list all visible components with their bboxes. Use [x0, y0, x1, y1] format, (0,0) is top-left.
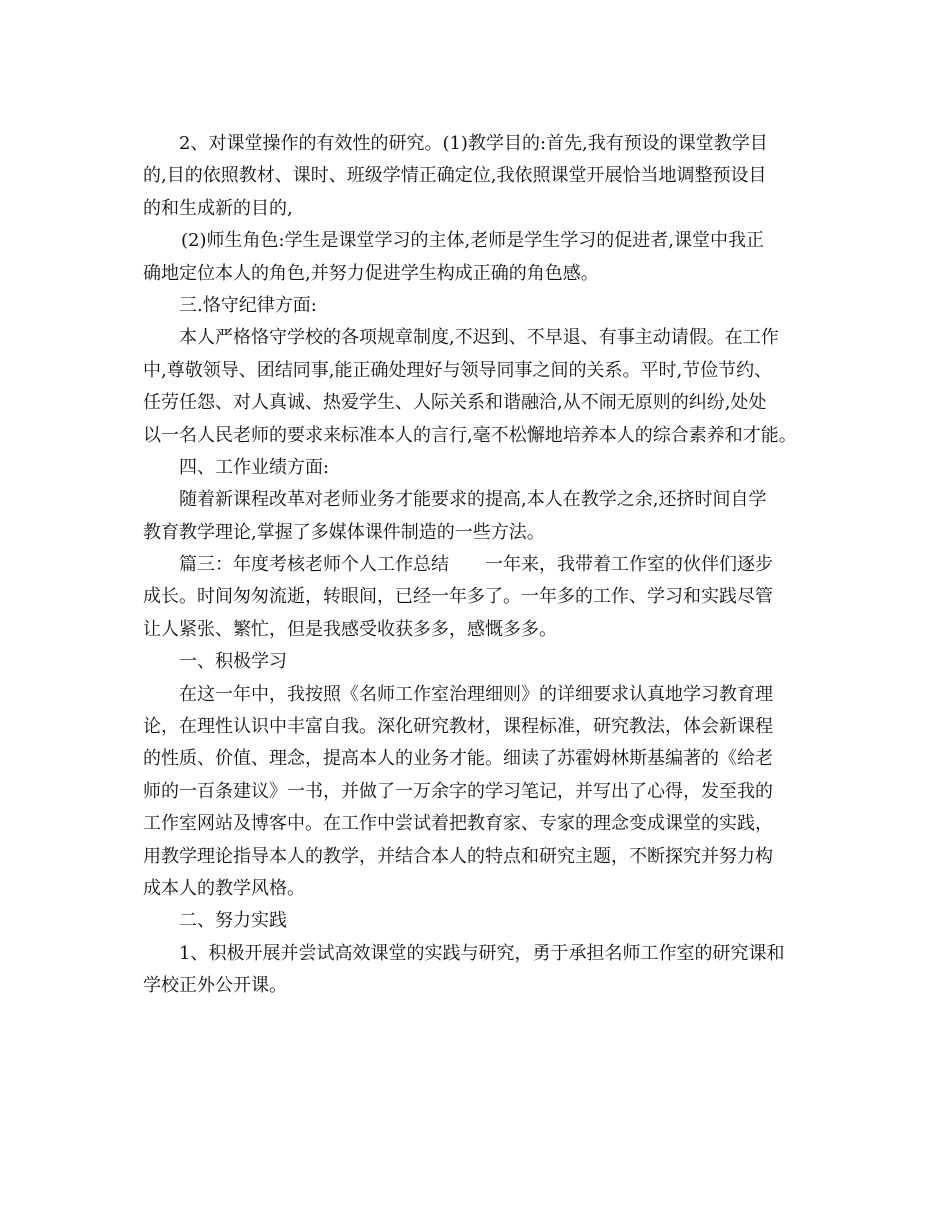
paragraph-line: 随着新课程改革对老师业务才能要求的提高,本人在教学之余,还挤时间自学	[179, 489, 767, 511]
paragraph-line: 的性质、价值、理念，提高本人的业务才能。细读了苏霍姆林斯基编著的《给老	[143, 748, 773, 770]
section-heading: 二、努力实践	[179, 910, 287, 932]
paragraph-line: 成长。时间匆匆流逝，转眼间，已经一年多了。一年多的工作、学习和实践尽管	[143, 586, 773, 608]
paragraph-line: 用教学理论指导本人的教学，并结合本人的特点和研究主题，不断探究并努力构	[143, 845, 773, 867]
paragraph-line: 学校正外公开课。	[143, 975, 287, 997]
paragraph-line: 教育教学理论,掌握了多媒体课件制造的一些方法。	[143, 521, 545, 543]
paragraph-line: 论，在理性认识中丰富自我。深化研究教材，课程标准，研究教法，体会新课程	[143, 716, 773, 738]
paragraph-line: 工作室网站及博客中。在工作中尝试着把教育家、专家的理念变成课堂的实践，	[143, 813, 773, 835]
paragraph-line: 成本人的教学风格。	[143, 877, 305, 899]
paragraph-line: 确地定位本人的角色,并努力促进学生构成正确的角色感。	[143, 262, 599, 284]
paragraph-line: (2)师生角色:学生是课堂学习的主体,老师是学生学习的促进者,课堂中我正	[181, 230, 765, 252]
paragraph-line: 的,目的依照教材、课时、班级学情正确定位,我依照课堂开展恰当地调整预设目	[143, 165, 767, 187]
document-body	[143, 128, 815, 1003]
section-heading: 三.恪守纪律方面:	[179, 294, 317, 316]
section-heading: 一、积极学习	[179, 651, 287, 673]
paragraph-line: 在这一年中，我按照《名师工作室治理细则》的详细要求认真地学习教育理	[179, 683, 773, 705]
paragraph-line: 篇三：年度考核老师个人工作总结 一年来，我带着工作室的伙伴们逐步	[179, 554, 773, 576]
paragraph-line: 的和生成新的目的,	[143, 197, 293, 219]
paragraph-line: 以一名人民老师的要求来标准本人的言行,毫不松懈地培养本人的综合素养和才能。	[143, 424, 797, 446]
paragraph-line: 任劳任怨、对人真诚、热爱学生、人际关系和谐融洽,从不闹无原则的纠纷,处处	[143, 392, 767, 414]
paragraph-line: 1、积极开展并尝试高效课堂的实践与研究，勇于承担名师工作室的研究课和	[179, 942, 785, 964]
paragraph-line: 本人严格恪守学校的各项规章制度,不迟到、不早退、有事主动请假。在工作	[179, 327, 779, 349]
section-heading: 四、工作业绩方面:	[179, 456, 330, 478]
paragraph-line: 2、对课堂操作的有效性的研究。(1)教学目的:首先,我有预设的课堂教学目	[179, 133, 768, 154]
paragraph-line: 让人紧张、繁忙，但是我感受收获多多，感慨多多。	[143, 618, 557, 640]
paragraph-line: 师的一百条建议》一书，并做了一万余字的学习笔记，并写出了心得，发至我的	[143, 780, 773, 802]
paragraph-line: 中,尊敬领导、团结同事,能正确处理好与领导同事之间的关系。平时,节俭节约、	[143, 359, 773, 381]
